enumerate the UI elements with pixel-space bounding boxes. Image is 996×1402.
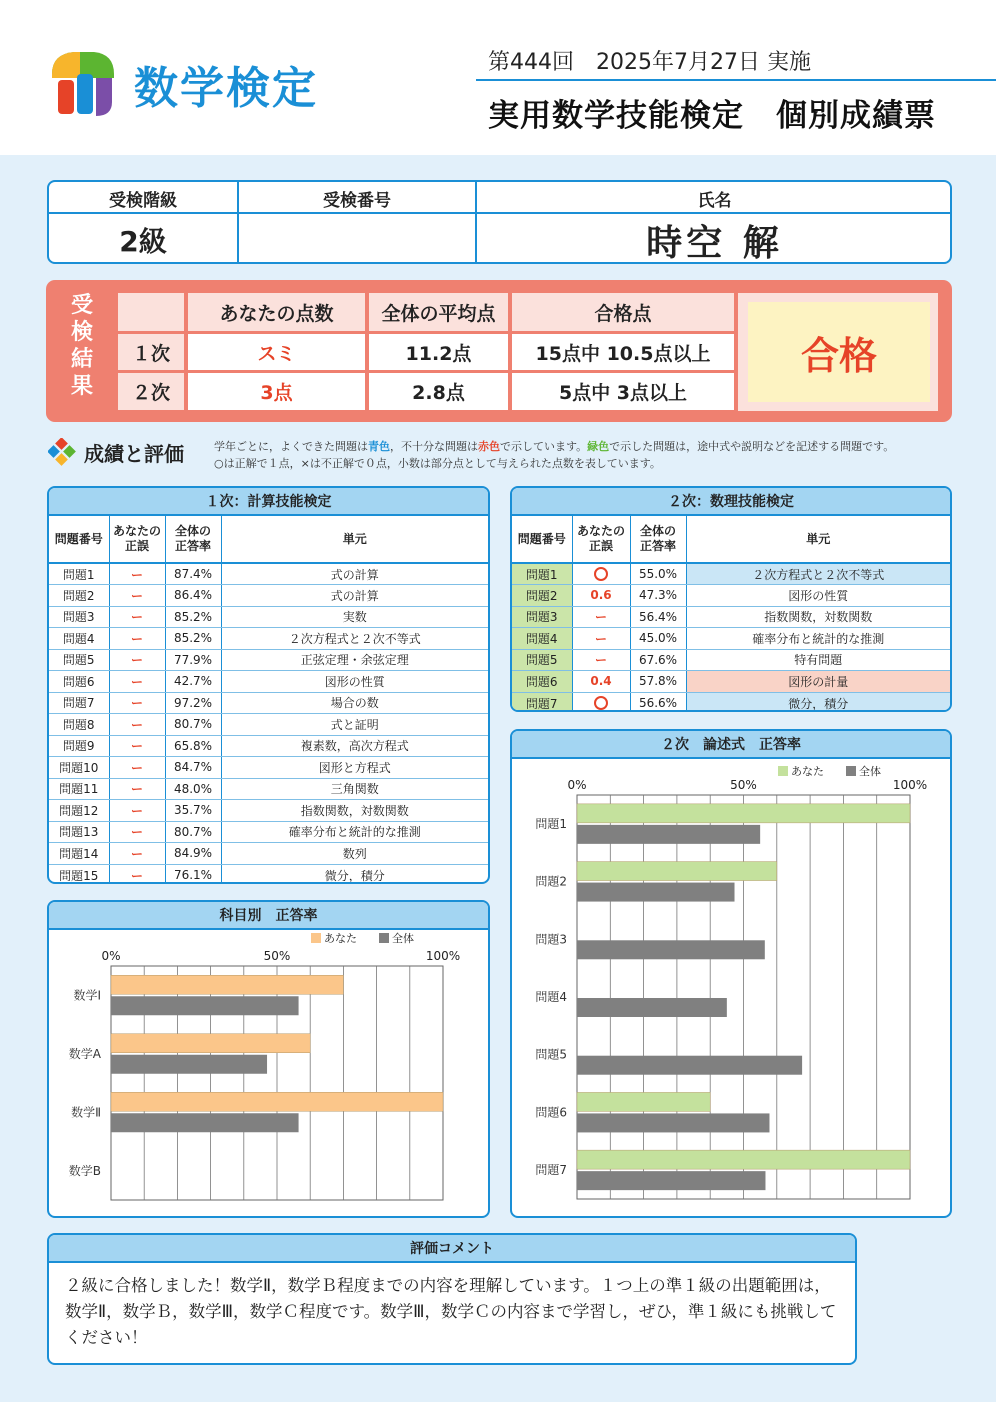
overall-rate: 87.4% bbox=[165, 563, 221, 585]
question-number: 問題3 bbox=[49, 606, 109, 628]
answer-mark: ー bbox=[109, 671, 165, 693]
question-number: 問題2 bbox=[49, 585, 109, 607]
overall-rate: 65.8% bbox=[165, 735, 221, 757]
col-header-unit bbox=[686, 516, 950, 563]
overall-rate: 97.2% bbox=[165, 692, 221, 714]
overall-rate: 47.3% bbox=[630, 585, 686, 607]
number-label: 受検番号 bbox=[323, 190, 391, 211]
answer-mark: ー bbox=[109, 778, 165, 800]
bar-all bbox=[577, 825, 760, 844]
answer-mark: ー bbox=[572, 649, 630, 671]
result-pass-1: 15点中 10.5点以上 bbox=[512, 334, 734, 370]
correct-circle-icon bbox=[594, 567, 608, 581]
question-number: 問題7 bbox=[512, 692, 572, 712]
table1-title: １次：計算技能検定 bbox=[49, 488, 488, 516]
table-row bbox=[49, 649, 488, 671]
note-green-word: 緑色 bbox=[587, 440, 610, 453]
unit: 図形と方程式 bbox=[221, 757, 488, 779]
number-value-cell bbox=[239, 216, 475, 264]
answer-mark: ー bbox=[109, 735, 165, 757]
overall-rate: 45.0% bbox=[630, 628, 686, 650]
unit: 実数 bbox=[221, 606, 488, 628]
answer-mark: ー bbox=[109, 800, 165, 822]
unit: 複素数，高次方程式 bbox=[221, 735, 488, 757]
answer-mark: ー bbox=[572, 606, 630, 628]
table-row bbox=[512, 585, 950, 607]
tick-label: 50% bbox=[730, 778, 757, 792]
question-number: 問題13 bbox=[49, 821, 109, 843]
overall-rate: 56.6% bbox=[630, 692, 686, 712]
number-label-cell bbox=[239, 182, 475, 214]
legend-label: あなた bbox=[324, 932, 357, 945]
bar-all bbox=[577, 998, 727, 1017]
overall-rate: 80.7% bbox=[165, 821, 221, 843]
result-header-avg: 全体の平均点 bbox=[369, 293, 508, 331]
legend-swatch bbox=[311, 933, 321, 943]
overall-rate: 48.0% bbox=[165, 778, 221, 800]
unit: ２次方程式と２次不等式 bbox=[686, 563, 950, 585]
result-header-pass: 合格点 bbox=[512, 293, 734, 331]
result-side-label bbox=[56, 292, 108, 400]
bar-all bbox=[577, 940, 765, 959]
question-number: 問題12 bbox=[49, 800, 109, 822]
col-header-mark bbox=[572, 516, 630, 563]
side-label-char: 結 bbox=[70, 347, 93, 372]
note-text: 学年ごとに，よくできた問題は bbox=[214, 440, 368, 453]
result-corner-cell bbox=[118, 293, 184, 331]
unit: 場合の数 bbox=[221, 692, 488, 714]
answer-mark bbox=[572, 692, 630, 712]
answer-mark: ー bbox=[109, 563, 165, 585]
overall-rate: 55.0% bbox=[630, 563, 686, 585]
unit: 正弦定理・余弦定理 bbox=[221, 649, 488, 671]
col-header-rate bbox=[165, 516, 221, 563]
section-diamond-icon bbox=[48, 438, 76, 466]
bar-all bbox=[111, 996, 299, 1015]
legend-swatch bbox=[379, 933, 389, 943]
category-label: 問題3 bbox=[535, 932, 567, 947]
side-label-char: 果 bbox=[70, 374, 93, 399]
result-round-1: １次 bbox=[118, 334, 184, 370]
table1-panel bbox=[47, 486, 490, 884]
unit: 式の計算 bbox=[221, 563, 488, 585]
name-value: 時空 解 bbox=[646, 222, 783, 264]
table-row bbox=[49, 563, 488, 585]
verdict-badge: 合格 bbox=[748, 302, 930, 402]
section-note-line2: ○は正解で１点，×は不正解で０点，小数は部分点として与えられた点数を表しています。 bbox=[214, 457, 661, 470]
bar-all bbox=[577, 883, 735, 902]
col-header-unit bbox=[221, 516, 488, 563]
col-header-question bbox=[512, 516, 572, 563]
grade-label-cell bbox=[49, 182, 237, 214]
candidate-info-box bbox=[47, 180, 952, 264]
legend-label: 全体 bbox=[859, 765, 881, 778]
question-number: 問題9 bbox=[49, 735, 109, 757]
table-row bbox=[512, 606, 950, 628]
divider bbox=[475, 182, 477, 262]
category-label: 数学B bbox=[68, 1163, 101, 1178]
overall-rate: 86.4% bbox=[165, 585, 221, 607]
answer-mark: ー bbox=[109, 606, 165, 628]
table2 bbox=[512, 516, 950, 712]
essay-chart-title: ２次 論述式 正答率 bbox=[512, 731, 950, 759]
divider bbox=[237, 182, 239, 262]
overall-rate: 42.7% bbox=[165, 671, 221, 693]
note-text: で示した問題は，途中式や説明などを記述する問題です。 bbox=[609, 440, 895, 453]
result-header-score: あなたの点数 bbox=[188, 293, 365, 331]
table-row bbox=[512, 628, 950, 650]
table-row bbox=[49, 735, 488, 757]
table1 bbox=[49, 516, 488, 884]
col-header-mark bbox=[109, 516, 165, 563]
unit: 図形の性質 bbox=[686, 585, 950, 607]
question-number: 問題4 bbox=[512, 628, 572, 650]
bar-you bbox=[577, 1092, 710, 1111]
category-label: 数学A bbox=[68, 1046, 101, 1061]
header-text: あなたの 正誤 bbox=[576, 524, 625, 553]
overall-rate: 57.8% bbox=[630, 671, 686, 693]
comment-body: ２級に合格しました！数学Ⅱ，数学Ｂ程度までの内容を理解しています。１つ上の準１級の出題範囲は，数学Ⅱ，数学Ｂ，数学Ⅲ，数学Ｃ程度です。数学Ⅲ，数学Ｃの内容まで学習し，ぜひ，準１級にも挑戦してください！ bbox=[65, 1276, 837, 1347]
col-header-question bbox=[49, 516, 109, 563]
result-avg-2: 2.8点 bbox=[369, 373, 508, 410]
table-row bbox=[49, 628, 488, 650]
grade-label: 受検階級 bbox=[109, 190, 177, 211]
bar-all bbox=[577, 1171, 765, 1190]
unit: 三角関数 bbox=[221, 778, 488, 800]
header-text: 単元 bbox=[806, 531, 831, 546]
category-label: 問題1 bbox=[535, 816, 567, 831]
table-row bbox=[49, 585, 488, 607]
comment-title: 評価コメント bbox=[49, 1235, 855, 1263]
table-row bbox=[512, 671, 950, 693]
table-row bbox=[49, 821, 488, 843]
result-round-2: ２次 bbox=[118, 373, 184, 410]
name-label: 氏名 bbox=[697, 190, 732, 211]
answer-mark: ー bbox=[572, 628, 630, 650]
unit: 式と証明 bbox=[221, 714, 488, 736]
tick-label: 0% bbox=[101, 949, 121, 963]
table-header-row bbox=[512, 516, 950, 563]
bar-all bbox=[577, 1056, 802, 1075]
category-label: 問題6 bbox=[535, 1105, 567, 1120]
subject-chart bbox=[49, 932, 488, 1218]
answer-mark bbox=[572, 563, 630, 585]
grade-value-cell bbox=[49, 216, 237, 264]
table-row bbox=[49, 606, 488, 628]
category-label: 数学Ⅱ bbox=[71, 1105, 101, 1120]
category-label: 問題4 bbox=[535, 990, 567, 1004]
unit: ２次方程式と２次不等式 bbox=[221, 628, 488, 650]
table-row bbox=[49, 714, 488, 736]
document-title: 実用数学技能検定 個別成績票 bbox=[488, 98, 936, 134]
section-note-line1 bbox=[214, 438, 894, 454]
table-row bbox=[49, 800, 488, 822]
unit: 微分，積分 bbox=[686, 692, 950, 712]
result-avg-1: 11.2点 bbox=[369, 334, 508, 370]
overall-rate: 35.7% bbox=[165, 800, 221, 822]
overall-rate: 67.6% bbox=[630, 649, 686, 671]
subject-chart-panel bbox=[47, 900, 490, 1218]
tick-label: 100% bbox=[425, 949, 461, 963]
overall-rate: 85.2% bbox=[165, 628, 221, 650]
name-value-cell bbox=[477, 216, 952, 264]
essay-chart-panel bbox=[510, 729, 952, 1218]
unit: 確率分布と統計的な推測 bbox=[686, 628, 950, 650]
legend-label: 全体 bbox=[392, 932, 414, 945]
table-row bbox=[49, 864, 488, 884]
header-text: 全体の 正答率 bbox=[639, 524, 676, 553]
overall-rate: 77.9% bbox=[165, 649, 221, 671]
category-label: 問題7 bbox=[535, 1163, 567, 1178]
answer-mark: 0.4 bbox=[572, 671, 630, 693]
answer-mark: ー bbox=[109, 628, 165, 650]
table-row bbox=[49, 671, 488, 693]
header-rule bbox=[476, 79, 996, 81]
answer-mark: 0.6 bbox=[572, 585, 630, 607]
bar-all bbox=[111, 1113, 299, 1132]
question-number: 問題8 bbox=[49, 714, 109, 736]
table-row bbox=[49, 843, 488, 865]
unit: 指数関数，対数関数 bbox=[686, 606, 950, 628]
legend-swatch bbox=[778, 766, 788, 776]
section-title: 成績と評価 bbox=[84, 442, 184, 466]
col-header-rate bbox=[630, 516, 686, 563]
table-row bbox=[512, 563, 950, 585]
unit: 微分，積分 bbox=[324, 868, 385, 883]
header-text: 問題番号 bbox=[517, 531, 566, 546]
question-number: 問題3 bbox=[512, 606, 572, 628]
unit: 図形の計量 bbox=[686, 671, 950, 693]
comment-panel bbox=[47, 1233, 857, 1365]
unit: 式の計算 bbox=[221, 585, 488, 607]
category-label: 問題2 bbox=[535, 874, 567, 889]
overall-rate: 80.7% bbox=[165, 714, 221, 736]
overall-rate: 56.4% bbox=[630, 606, 686, 628]
table-row bbox=[49, 692, 488, 714]
logo-mark-icon bbox=[44, 44, 120, 120]
name-label-cell bbox=[477, 182, 952, 214]
unit: 数列 bbox=[221, 843, 488, 865]
tick-label: 100% bbox=[892, 778, 928, 792]
answer-mark: ー bbox=[109, 864, 165, 884]
unit: 図形の性質 bbox=[221, 671, 488, 693]
bar-you bbox=[111, 1034, 310, 1053]
overall-rate: 84.7% bbox=[165, 757, 221, 779]
bar-you bbox=[111, 1092, 443, 1111]
tick-label: 0% bbox=[567, 778, 587, 792]
header-text: 全体の 正答率 bbox=[174, 524, 211, 553]
table-row bbox=[49, 778, 488, 800]
answer-mark: ー bbox=[109, 585, 165, 607]
result-pass-2: 5点中 3点以上 bbox=[512, 373, 734, 410]
note-text: ，不十分な問題は bbox=[390, 440, 478, 453]
bar-you bbox=[577, 1150, 910, 1169]
note-text: で示しています。 bbox=[500, 440, 588, 453]
table-row bbox=[512, 692, 950, 712]
table2-title: ２次：数理技能検定 bbox=[512, 488, 950, 516]
answer-mark: ー bbox=[109, 692, 165, 714]
category-label: 数学Ⅰ bbox=[73, 988, 101, 1003]
question-number: 問題6 bbox=[49, 671, 109, 693]
logo-text: 数学検定 bbox=[134, 63, 318, 114]
exam-session: 第444回 2025年7月27日 実施 bbox=[488, 50, 811, 75]
category-label: 問題5 bbox=[535, 1047, 567, 1062]
tick-label: 50% bbox=[263, 949, 291, 963]
side-label-char: 検 bbox=[70, 320, 93, 345]
question-number: 問題5 bbox=[512, 649, 572, 671]
question-number: 問題4 bbox=[49, 628, 109, 650]
answer-mark: ー bbox=[109, 843, 165, 865]
subject-chart-title: 科目別 正答率 bbox=[49, 902, 488, 930]
table-row bbox=[49, 757, 488, 779]
question-number: 問題1 bbox=[49, 563, 109, 585]
table-header-row bbox=[49, 516, 488, 563]
bar-all bbox=[577, 1113, 769, 1132]
legend-label: あなた bbox=[791, 765, 824, 778]
header-text: 問題番号 bbox=[54, 531, 103, 546]
question-number: 問題5 bbox=[49, 649, 109, 671]
question-number: 問題10 bbox=[49, 757, 109, 779]
result-score-1: スミ bbox=[188, 334, 365, 370]
question-number: 問題14 bbox=[49, 843, 109, 865]
bar-you bbox=[111, 975, 343, 994]
question-number: 問題15 bbox=[49, 864, 109, 884]
question-number: 問題2 bbox=[512, 585, 572, 607]
note-blue-word: 青色 bbox=[368, 440, 390, 453]
correct-circle-icon bbox=[594, 696, 608, 710]
answer-mark: ー bbox=[109, 649, 165, 671]
answer-mark: ー bbox=[109, 821, 165, 843]
overall-rate: 85.2% bbox=[165, 606, 221, 628]
answer-mark: ー bbox=[109, 757, 165, 779]
bar-all bbox=[111, 1055, 267, 1074]
side-label-char: 受 bbox=[70, 293, 93, 318]
question-number: 問題7 bbox=[49, 692, 109, 714]
overall-rate: 84.9% bbox=[165, 843, 221, 865]
question-number: 問題11 bbox=[49, 778, 109, 800]
overall-rate: 76.1% bbox=[165, 864, 221, 884]
legend-swatch bbox=[846, 766, 856, 776]
result-score-2: 3点 bbox=[188, 373, 365, 410]
answer-mark: ー bbox=[109, 714, 165, 736]
unit: 確率分布と統計的な推測 bbox=[221, 821, 488, 843]
essay-chart bbox=[512, 761, 950, 1218]
note-red-word: 赤色 bbox=[478, 440, 500, 453]
bar-you bbox=[577, 804, 910, 823]
header-text: あなたの 正誤 bbox=[112, 524, 161, 553]
unit: 特有問題 bbox=[686, 649, 950, 671]
unit: 指数関数，対数関数 bbox=[221, 800, 488, 822]
header-text: 単元 bbox=[342, 531, 367, 546]
table2-panel bbox=[510, 486, 952, 712]
bar-you bbox=[577, 862, 777, 881]
table-row bbox=[512, 649, 950, 671]
question-number: 問題1 bbox=[512, 563, 572, 585]
question-number: 問題6 bbox=[512, 671, 572, 693]
grade-value: 2級 bbox=[119, 225, 167, 258]
